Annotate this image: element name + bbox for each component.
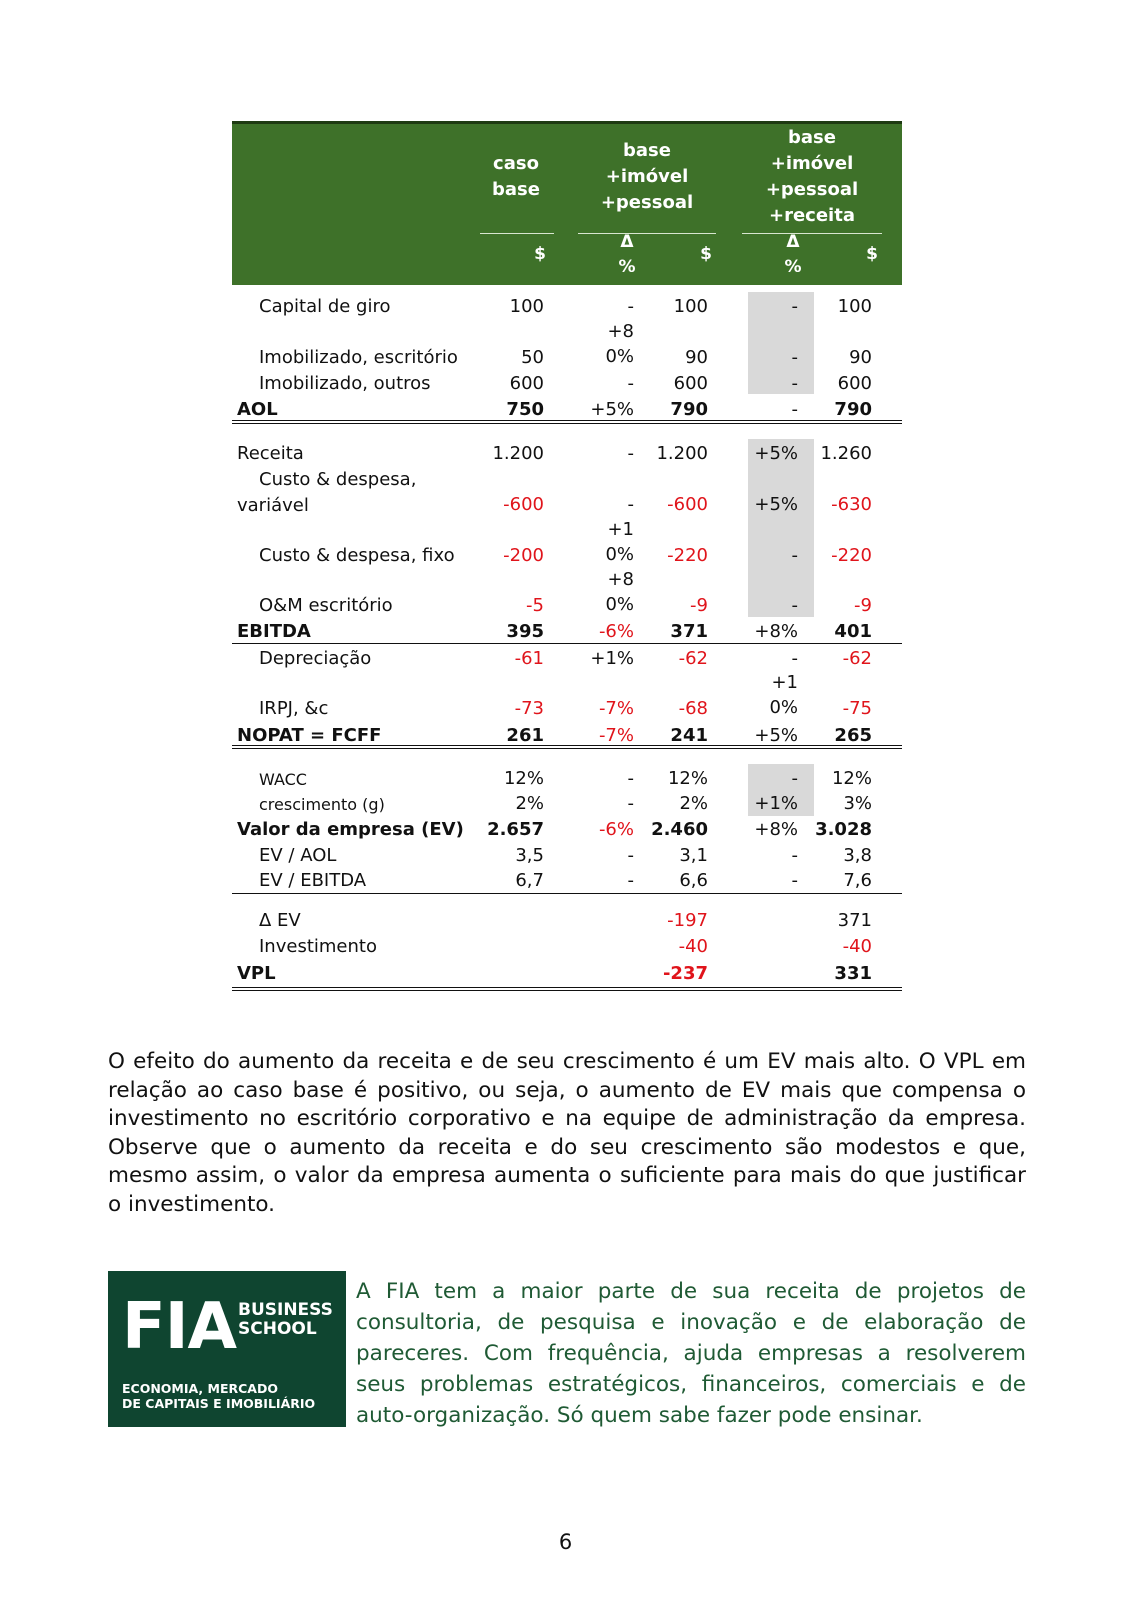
row-label: Depreciação bbox=[259, 648, 372, 669]
cell-delta: - bbox=[627, 373, 634, 394]
sub-header-pct: % bbox=[618, 257, 636, 277]
cell-value: 100 bbox=[837, 296, 872, 317]
rule-thin bbox=[232, 420, 902, 421]
cell-delta: -6% bbox=[598, 819, 634, 840]
cell-value: 1.200 bbox=[656, 443, 708, 464]
rule-thin bbox=[232, 990, 902, 991]
sub-header-pct: % bbox=[784, 257, 802, 277]
cell-value: 3.028 bbox=[815, 819, 872, 840]
cell-caso-base: -61 bbox=[514, 648, 544, 669]
cell-caso-base: -600 bbox=[503, 494, 544, 515]
cell-caso-base: -73 bbox=[514, 698, 544, 719]
row-label: Investimento bbox=[259, 936, 377, 957]
cell-value: -600 bbox=[667, 494, 708, 515]
cell-delta: +10% bbox=[769, 672, 798, 718]
cell-value: 600 bbox=[837, 373, 872, 394]
table-header bbox=[232, 121, 902, 285]
rule-thin bbox=[232, 643, 902, 644]
fia-description: A FIA tem a maior parte de sua receita de projetos de consultoria, de pesquisa e inovação e de elaboração de pareceres. Com frequência, ajuda empresas a resolverem seus problemas estratégicos, financeiros, comerciais e de auto-organização. Só quem sabe fazer pode ensinar. bbox=[356, 1279, 1026, 1428]
col-header-base-imovel-pessoal-receita bbox=[751, 125, 873, 229]
department-label bbox=[122, 1381, 315, 1411]
sub-header-dollar: $ bbox=[866, 244, 878, 264]
row-label: EBITDA bbox=[237, 621, 311, 642]
cell-value: -220 bbox=[667, 545, 708, 566]
cell-value: 2% bbox=[679, 793, 708, 814]
fia-wordmark: FIA bbox=[122, 1290, 237, 1364]
cell-caso-base: -200 bbox=[503, 545, 544, 566]
cell-value: 371 bbox=[670, 621, 708, 642]
cell-delta: +1% bbox=[590, 648, 634, 669]
cell-delta: - bbox=[627, 494, 634, 515]
header-line: base bbox=[492, 179, 540, 200]
cell-delta: - bbox=[791, 768, 798, 789]
cell-caso-base: 750 bbox=[506, 399, 544, 420]
cell-delta: - bbox=[791, 648, 798, 669]
cell-value: 100 bbox=[673, 296, 708, 317]
header-line: +receita bbox=[769, 205, 855, 226]
row-label: VPL bbox=[237, 963, 276, 984]
cell-delta: - bbox=[791, 595, 798, 616]
row-label: Imobilizado, escritório bbox=[259, 347, 458, 368]
cell-delta: +5% bbox=[590, 399, 634, 420]
cell-value: 12% bbox=[831, 768, 872, 789]
fia-logo bbox=[108, 1271, 346, 1427]
cell-value: 790 bbox=[670, 399, 708, 420]
cell-caso-base: 261 bbox=[506, 725, 544, 746]
row-label: EV / EBITDA bbox=[259, 870, 367, 891]
cell-caso-base: 12% bbox=[503, 768, 544, 789]
cell-delta: +5% bbox=[754, 443, 798, 464]
row-label: IRPJ, &c bbox=[259, 698, 329, 719]
cell-value: -220 bbox=[831, 545, 872, 566]
logo-line: DE CAPITAIS E IMOBILIÁRIO bbox=[122, 1396, 316, 1411]
cell-delta: - bbox=[791, 373, 798, 394]
cell-value: 3,1 bbox=[679, 845, 708, 866]
cell-caso-base: 2.657 bbox=[487, 819, 544, 840]
cell-value: 600 bbox=[673, 373, 708, 394]
cell-caso-base: 100 bbox=[509, 296, 544, 317]
header-top-rule bbox=[232, 121, 902, 124]
cell-value: 401 bbox=[834, 621, 872, 642]
cell-caso-base: 6,7 bbox=[515, 870, 544, 891]
sub-header-delta: Δ bbox=[786, 232, 800, 252]
cell-value: 790 bbox=[834, 399, 872, 420]
cell-caso-base: 2% bbox=[515, 793, 544, 814]
cell-value: -630 bbox=[831, 494, 872, 515]
cell-value: 90 bbox=[849, 347, 872, 368]
cell-value: 371 bbox=[837, 910, 872, 931]
cell-value: 265 bbox=[834, 725, 872, 746]
header-line: caso bbox=[493, 153, 539, 174]
cell-delta: -7% bbox=[598, 698, 634, 719]
page-number: 6 bbox=[558, 1530, 573, 1554]
cell-value: 1.260 bbox=[820, 443, 872, 464]
cell-caso-base: 600 bbox=[509, 373, 544, 394]
cell-delta: +80% bbox=[605, 569, 634, 615]
header-line: +imóvel bbox=[770, 153, 854, 174]
cell-value: 90 bbox=[685, 347, 708, 368]
logo-line: ECONOMIA, MERCADO bbox=[122, 1381, 278, 1396]
row-label: EV / AOL bbox=[259, 845, 337, 866]
rule-thin bbox=[232, 423, 902, 424]
cell-value: 3% bbox=[843, 793, 872, 814]
business-school-label bbox=[238, 1301, 333, 1339]
sub-header-dollar: $ bbox=[700, 244, 712, 264]
header-line: +pessoal bbox=[600, 192, 694, 213]
cell-value: -62 bbox=[842, 648, 872, 669]
header-line: base bbox=[788, 127, 836, 148]
cell-delta: - bbox=[791, 347, 798, 368]
row-label: Custo & despesa, variável bbox=[237, 469, 417, 516]
row-label: Imobilizado, outros bbox=[259, 373, 431, 394]
cell-value: -75 bbox=[842, 698, 872, 719]
cell-caso-base: 395 bbox=[506, 621, 544, 642]
cell-delta: - bbox=[791, 545, 798, 566]
header-underline bbox=[742, 233, 882, 234]
cell-value: -40 bbox=[842, 936, 872, 957]
cell-delta: +8% bbox=[754, 621, 798, 642]
cell-value: 3,8 bbox=[843, 845, 872, 866]
cell-delta: - bbox=[627, 296, 634, 317]
col-header-caso-base bbox=[480, 151, 552, 203]
cell-delta: - bbox=[791, 845, 798, 866]
cell-value: 241 bbox=[670, 725, 708, 746]
cell-value: 7,6 bbox=[843, 870, 872, 891]
cell-value: -68 bbox=[678, 698, 708, 719]
cell-value: -197 bbox=[667, 910, 708, 931]
cell-value: 331 bbox=[834, 963, 872, 984]
cell-delta: - bbox=[627, 443, 634, 464]
cell-value: 12% bbox=[667, 768, 708, 789]
cell-delta: - bbox=[627, 793, 634, 814]
cell-value: 2.460 bbox=[651, 819, 708, 840]
financial-table bbox=[232, 121, 902, 1009]
cell-delta: - bbox=[627, 870, 634, 891]
cell-delta: +8% bbox=[754, 819, 798, 840]
header-line: +imóvel bbox=[605, 166, 689, 187]
logo-line: BUSINESS bbox=[238, 1300, 333, 1320]
cell-delta: +10% bbox=[605, 519, 634, 565]
cell-delta: - bbox=[791, 296, 798, 317]
logo-line: SCHOOL bbox=[238, 1319, 317, 1339]
col-header-base-imovel-pessoal bbox=[587, 138, 707, 216]
header-underline bbox=[480, 233, 554, 234]
sub-header-dollar: $ bbox=[534, 244, 546, 264]
row-label: O&M escritório bbox=[259, 595, 393, 616]
cell-delta: -6% bbox=[598, 621, 634, 642]
row-label: Custo & despesa, fixo bbox=[259, 545, 455, 566]
cell-value: -9 bbox=[690, 595, 708, 616]
cell-delta: +5% bbox=[754, 494, 798, 515]
cell-value: -40 bbox=[678, 936, 708, 957]
row-label: Valor da empresa (EV) bbox=[237, 819, 464, 840]
cell-delta: -7% bbox=[598, 725, 634, 746]
body-paragraph: O efeito do aumento da receita e de seu crescimento é um EV mais alto. O VPL em relação ao caso base é positivo, ou seja, o aumento de EV mais que compensa o investimento no escritório corporativo e na equipe de administração da empresa. Observe que o aumento da receita e do seu crescimento são modestos e que, mesmo assim, o valor da empresa aumenta o suficiente para mais do que justificar o investimento. bbox=[108, 1049, 1026, 1217]
cell-value: 6,6 bbox=[679, 870, 708, 891]
cell-value: -62 bbox=[678, 648, 708, 669]
header-line: base bbox=[623, 140, 671, 161]
cell-delta: - bbox=[627, 768, 634, 789]
cell-delta: - bbox=[627, 845, 634, 866]
cell-delta: +80% bbox=[605, 321, 634, 367]
rule-thin bbox=[232, 987, 902, 988]
row-label: NOPAT = FCFF bbox=[237, 725, 382, 746]
cell-delta: +5% bbox=[754, 725, 798, 746]
cell-caso-base: -5 bbox=[526, 595, 544, 616]
cell-delta: - bbox=[791, 399, 798, 420]
cell-delta: - bbox=[791, 870, 798, 891]
row-label: WACC bbox=[259, 770, 307, 789]
cell-caso-base: 1.200 bbox=[492, 443, 544, 464]
cell-delta: +1% bbox=[754, 793, 798, 814]
row-label: crescimento (g) bbox=[259, 795, 385, 814]
cell-caso-base: 50 bbox=[521, 347, 544, 368]
row-label: Receita bbox=[237, 443, 304, 464]
row-label: Δ EV bbox=[259, 910, 301, 931]
cell-value: -9 bbox=[854, 595, 872, 616]
cell-value: -237 bbox=[662, 963, 708, 984]
cell-caso-base: 3,5 bbox=[515, 845, 544, 866]
header-line: +pessoal bbox=[765, 179, 859, 200]
header-underline bbox=[578, 233, 716, 234]
row-label: AOL bbox=[237, 399, 278, 420]
sub-header-delta: Δ bbox=[620, 232, 634, 252]
row-label: Capital de giro bbox=[259, 296, 391, 317]
